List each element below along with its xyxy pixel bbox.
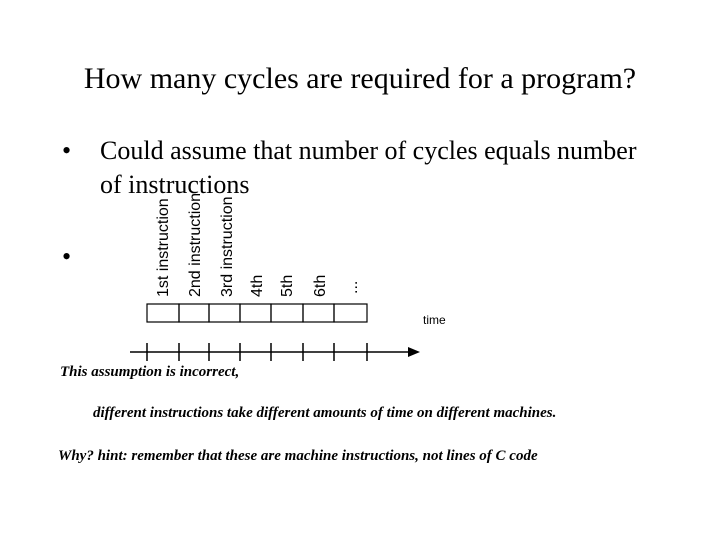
cycle-box — [209, 304, 240, 322]
cycle-box — [271, 304, 303, 322]
instruction-label-ellipsis: ... — [344, 280, 361, 294]
bullet-marker: • — [62, 242, 72, 271]
instruction-label-1: 1st instruction — [155, 198, 172, 297]
cycle-box — [303, 304, 334, 322]
cycle-box — [179, 304, 209, 322]
instruction-label-5: 5th — [279, 274, 296, 297]
bullet-marker: • — [62, 136, 72, 165]
time-axis-label: time — [423, 313, 446, 327]
time-axis-arrowhead — [408, 347, 420, 357]
note-hint: Why? hint: remember that these are machine instructions, not lines of C code — [58, 448, 538, 464]
instruction-label-4: 4th — [249, 274, 266, 297]
slide-title: How many cycles are required for a program? — [83, 62, 637, 95]
instruction-label-6: 6th — [312, 274, 329, 297]
bullet-text: Could assume that number of cycles equals number of instructions — [100, 136, 637, 199]
instruction-label-2: 2nd instruction — [187, 192, 204, 297]
cycle-box — [147, 304, 179, 322]
note-assumption: This assumption is incorrect, — [60, 364, 240, 380]
cycle-box — [240, 304, 271, 322]
cycle-box — [334, 304, 367, 322]
instruction-label-3: 3rd instruction — [219, 196, 236, 297]
note-explanation: different instructions take different amounts of time on different machines. — [93, 405, 557, 421]
